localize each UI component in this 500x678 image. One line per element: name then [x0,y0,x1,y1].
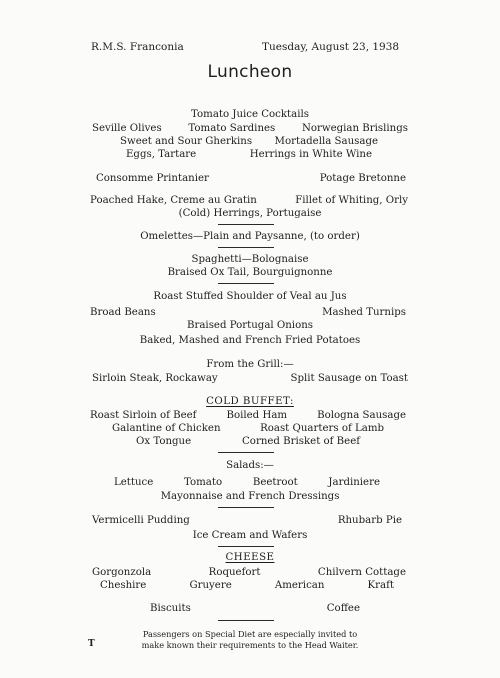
printer-mark: T [88,639,95,649]
cold-buffet-line-2 [112,424,384,434]
appetizer-line-4 [126,150,372,160]
appetizer-line-2 [92,124,408,134]
menu-item: Gruyere [189,580,232,591]
eggs-line: Omelettes—Plain and Paysanne, (to order) [140,231,360,242]
cold-buffet-heading: COLD BUFFET: [206,396,294,407]
menu-item: Mortadella Sausage [274,136,378,147]
divider [218,507,274,508]
menu-item: Chilvern Cottage [317,567,406,578]
menu-item: Roast Sirloin of Beef [90,410,197,421]
divider [218,620,274,621]
fish-line-2: (Cold) Herrings, Portugaise [178,208,322,219]
menu-item: Herrings in White Wine [249,149,372,160]
appetizer-line-3 [120,137,378,147]
menu-date: Tuesday, August 23, 1938 [262,41,400,53]
sweets-line-2: Ice Cream and Wafers [192,530,308,541]
menu-item: Sirloin Steak, Rockaway [92,373,218,384]
roast-line-1: Roast Stuffed Shoulder of Veal au Jus [153,291,347,302]
grill-heading: From the Grill:— [206,359,294,370]
menu-item: Beetroot [252,477,298,488]
menu-item: Jardiniere [328,477,380,488]
menu-item: Galantine of Chicken [112,423,221,434]
menu-item: Gorgonzola [92,567,152,578]
cold-buffet-line-1 [90,411,406,421]
entree-line-1: Spaghetti—Bolognaise [191,254,309,265]
menu-item: Eggs, Tartare [126,149,197,160]
cheese-heading: CHEESE [225,552,275,563]
footer-note-line-2: make known their requirements to the Head Waiter. [141,640,359,650]
menu-item: Broad Beans [90,307,156,318]
menu-item: Bologna Sausage [317,410,406,421]
menu-item: Corned Brisket of Beef [242,436,360,447]
menu-item: Vermicelli Pudding [92,515,190,526]
menu-item: Coffee [326,603,360,614]
grill-line [92,374,408,384]
salads-heading: Salads:— [226,460,274,471]
ship-name: R.M.S. Franconia [91,41,184,53]
menu-item: Seville Olives [92,123,162,134]
roast-line-3: Braised Portugal Onions [187,320,313,331]
cheese-line-1 [92,568,406,578]
divider [218,247,274,248]
menu-item: Lettuce [114,477,154,488]
menu-item: Mashed Turnips [322,307,406,318]
menu-item: Poached Hake, Creme au Gratin [90,195,257,206]
menu-item: Kraft [367,580,394,591]
menu-item: Norwegian Brislings [301,123,408,134]
menu-item: Cheshire [100,580,147,591]
fish-line-1 [90,196,408,206]
cheese-line-2 [100,581,394,591]
menu-item: Biscuits [150,603,191,614]
cold-buffet-line-3 [136,437,360,447]
menu-item: American [274,580,325,591]
footer-note-line-1: Passengers on Special Diet are especially invited to [142,629,358,639]
meal-title: Luncheon [207,62,293,82]
roast-line-2 [90,308,406,318]
menu-item: Fillet of Whiting, Orly [295,195,408,206]
divider [218,546,274,547]
menu-item: Split Sausage on Toast [290,373,408,384]
menu-item: Rhubarb Pie [337,515,402,526]
divider [218,452,274,453]
menu-item: Tomato Sardines [188,123,276,134]
finish-line [150,604,360,614]
salads-line [114,478,380,488]
menu-item: Potage Bretonne [319,173,406,184]
divider [218,283,274,284]
entree-line-2: Braised Ox Tail, Bourguignonne [167,267,333,278]
menu-item: Consomme Printanier [96,173,209,184]
roast-line-4: Baked, Mashed and French Fried Potatoes [139,335,361,346]
salads-dressings: Mayonnaise and French Dressings [160,491,340,502]
appetizer-line-1: Tomato Juice Cocktails [191,109,309,120]
menu-item: Sweet and Sour Gherkins [120,136,253,147]
sweets-line-1 [92,516,402,526]
menu-item: Boiled Ham [226,410,288,421]
menu-item: Ox Tongue [136,436,192,447]
menu-item: Roast Quarters of Lamb [260,423,384,434]
menu-item: Roquefort [208,567,261,578]
menu-item: Tomato [184,477,223,488]
divider [218,224,274,225]
soups-line [96,174,406,184]
